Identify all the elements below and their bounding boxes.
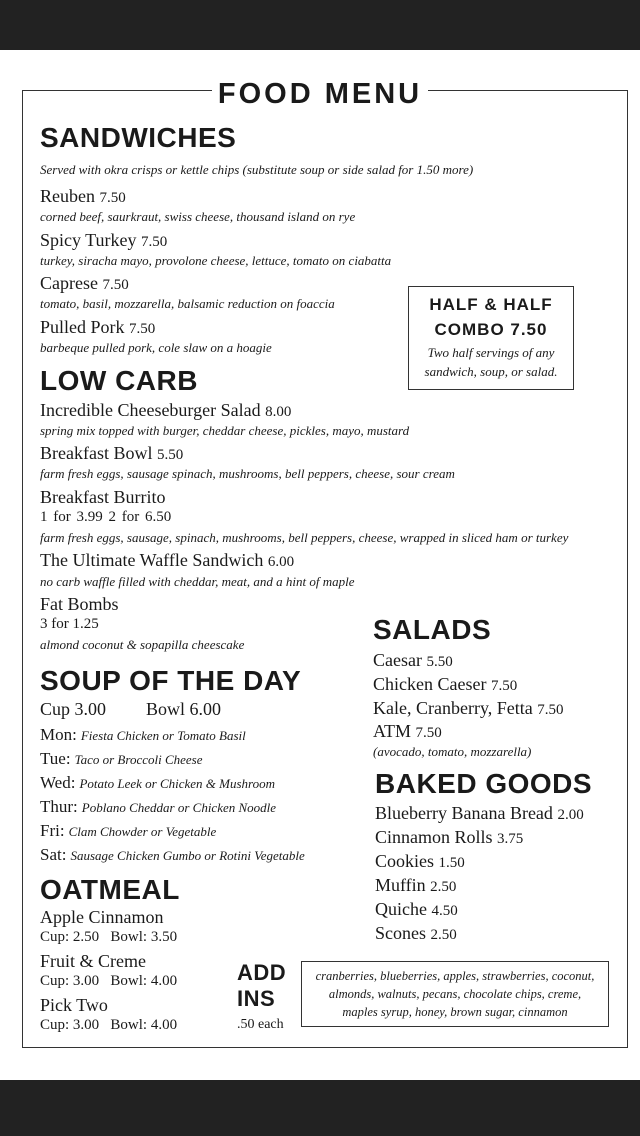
menu-item: [375, 852, 465, 871]
combo-box: [408, 286, 574, 390]
menu-item: [375, 876, 456, 895]
menu-item: [40, 551, 294, 570]
item-price: 5.50: [156, 447, 184, 463]
soup-bowl: Bowl 6.00: [146, 699, 222, 719]
item-name: Quiche: [375, 899, 427, 919]
item-name: Kale, Cranberry, Fetta: [373, 698, 533, 718]
item-price: 2.00: [557, 807, 584, 823]
bottom-bar: [0, 1080, 640, 1136]
menu-item: [40, 187, 126, 206]
item-name: Spicy Turkey: [40, 230, 137, 250]
soup-list: Fiesta Chicken or Tomato Basil: [80, 728, 246, 743]
soup-heading: SOUP OF THE DAY: [40, 665, 302, 696]
soup-list: Taco or Broccoli Cheese: [74, 752, 203, 767]
item-name: The Ultimate Waffle Sandwich: [40, 550, 264, 570]
add-ins-list3: maples syrup, honey, brown sugar, cinnamon: [342, 1005, 568, 1020]
soup-day: Wed:: [40, 773, 76, 792]
menu-item: [40, 318, 155, 337]
item-desc: tomato, basil, mozzarella, balsamic reduction on foaccia: [40, 296, 335, 311]
soup-day-row: [40, 773, 275, 793]
item-desc: corned beef, saurkraut, swiss cheese, thousand island on rye: [40, 209, 356, 224]
add-ins-line1: ADD: [237, 960, 287, 985]
soup-day-row: [40, 797, 276, 817]
soup-day-row: [40, 749, 203, 769]
item-price: 3.75: [497, 831, 524, 847]
menu-item: [40, 444, 183, 463]
menu-item: [375, 900, 458, 919]
soup-day-row: [40, 845, 305, 865]
combo-line2: COMBO 7.50: [434, 319, 548, 339]
sandwiches-heading: SANDWICHES: [40, 122, 237, 153]
menu-item: [373, 675, 517, 694]
item-name: Reuben: [40, 186, 95, 206]
item-price: 7.50: [102, 277, 129, 293]
add-ins-line2: INS: [237, 986, 276, 1011]
item-name: Caprese: [40, 273, 98, 293]
item-price: 2.50: [430, 927, 457, 943]
combo-line1: HALF & HALF: [429, 295, 553, 314]
item-price: 7.50: [537, 702, 564, 718]
item-pricing: 1 for 3.99 2 for 6.50: [40, 509, 172, 525]
item-desc: barbeque pulled pork, cole slaw on a hoagie: [40, 340, 272, 355]
item-pricing: 3 for 1.25: [40, 616, 99, 632]
menu-item: [375, 804, 584, 823]
menu-item: [373, 722, 442, 741]
item-price: 6.00: [267, 554, 295, 570]
item-price: 7.50: [415, 725, 442, 741]
menu-item: [40, 401, 291, 420]
menu-item: [373, 651, 453, 670]
item-name: Incredible Cheeseburger Salad: [40, 400, 261, 420]
item-name: Scones: [375, 923, 426, 943]
soup-list: Poblano Cheddar or Chicken Noodle: [81, 800, 277, 815]
sandwiches-note: Served with okra crisps or kettle chips (substitute soup or side salad for 1.50 more): [40, 162, 474, 177]
item-desc: (avocado, tomato, mozzarella): [373, 744, 532, 759]
item-price: 7.50: [99, 190, 126, 206]
soup-day: Mon:: [40, 725, 77, 744]
soup-day-row: [40, 725, 246, 745]
item-prices: Cup: 3.00 Bowl: 4.00: [40, 1017, 178, 1033]
oatmeal-heading: OATMEAL: [40, 874, 180, 905]
item-name: Fruit & Creme: [40, 951, 146, 971]
menu-item: [40, 274, 129, 293]
menu-item: [40, 231, 167, 250]
item-desc: farm fresh eggs, sausage, spinach, mushrooms, bell peppers, cheese, wrapped in sliced ham or turkey: [40, 530, 569, 545]
item-price: 7.50: [129, 321, 156, 337]
item-price: 7.50: [490, 678, 518, 694]
item-name: Breakfast Burrito: [40, 487, 166, 507]
item-name: ATM: [373, 721, 412, 741]
item-name: Cinnamon Rolls: [375, 827, 493, 847]
item-desc: turkey, siracha mayo, provolone cheese, lettuce, tomato on ciabatta: [40, 253, 392, 268]
menu-item: [373, 699, 564, 718]
item-prices: Cup: 2.50 Bowl: 3.50: [40, 929, 178, 945]
combo-desc1: Two half servings of any: [427, 345, 555, 361]
soup-day: Thur:: [40, 797, 78, 816]
item-price: 1.50: [438, 855, 465, 871]
item-desc: spring mix topped with burger, cheddar cheese, pickles, mayo, mustard: [40, 423, 410, 438]
item-name: Breakfast Bowl: [40, 443, 153, 463]
baked-goods-heading: BAKED GOODS: [375, 768, 593, 799]
soup-list: Sausage Chicken Gumbo or Rotini Vegetable: [70, 848, 305, 863]
item-name: Blueberry Banana Bread: [375, 803, 553, 823]
add-ins-box: [301, 961, 609, 1027]
item-name: Fat Bombs: [40, 594, 119, 614]
salads-heading: SALADS: [373, 614, 492, 645]
soup-list: Potato Leek or Chicken & Mushroom: [79, 776, 276, 791]
menu-item: [375, 924, 457, 943]
item-price: 4.50: [431, 903, 458, 919]
item-name: Pick Two: [40, 995, 108, 1015]
item-desc: almond coconut & sopapilla cheescake: [40, 637, 245, 652]
combo-desc2: sandwich, soup, or salad.: [424, 364, 558, 380]
top-bar: [0, 0, 640, 50]
menu-title: FOOD MENU: [0, 78, 640, 111]
menu-item: [375, 828, 523, 847]
item-name: Pulled Pork: [40, 317, 125, 337]
item-name: Chicken Caeser: [373, 674, 487, 694]
low-carb-heading: LOW CARB: [40, 365, 198, 396]
soup-cup: Cup 3.00: [40, 699, 107, 719]
soup-list: Clam Chowder or Vegetable: [68, 824, 217, 839]
item-desc: farm fresh eggs, sausage spinach, mushrooms, bell peppers, cheese, sour cream: [40, 466, 455, 481]
soup-day: Tue:: [40, 749, 71, 768]
item-desc: no carb waffle filled with cheddar, meat, and a hint of maple: [40, 574, 355, 589]
item-prices: Cup: 3.00 Bowl: 4.00: [40, 973, 178, 989]
soup-day-row: [40, 821, 216, 841]
item-name: Apple Cinnamon: [40, 907, 164, 927]
soup-day: Sat:: [40, 845, 67, 864]
soup-day: Fri:: [40, 821, 65, 840]
add-ins-list1: cranberries, blueberries, apples, strawberries, coconut,: [315, 969, 595, 983]
item-price: 5.50: [426, 654, 453, 670]
item-price: 2.50: [430, 879, 457, 895]
item-name: Muffin: [375, 875, 426, 895]
add-ins-price: .50 each: [237, 1017, 284, 1032]
add-ins-label: [237, 960, 293, 1032]
add-ins-list2: almonds, walnuts, pecans, chocolate chips, creme,: [328, 987, 582, 1002]
item-price: 8.00: [265, 404, 292, 420]
item-price: 7.50: [141, 234, 168, 250]
item-name: Caesar: [373, 650, 422, 670]
item-name: Cookies: [375, 851, 435, 871]
